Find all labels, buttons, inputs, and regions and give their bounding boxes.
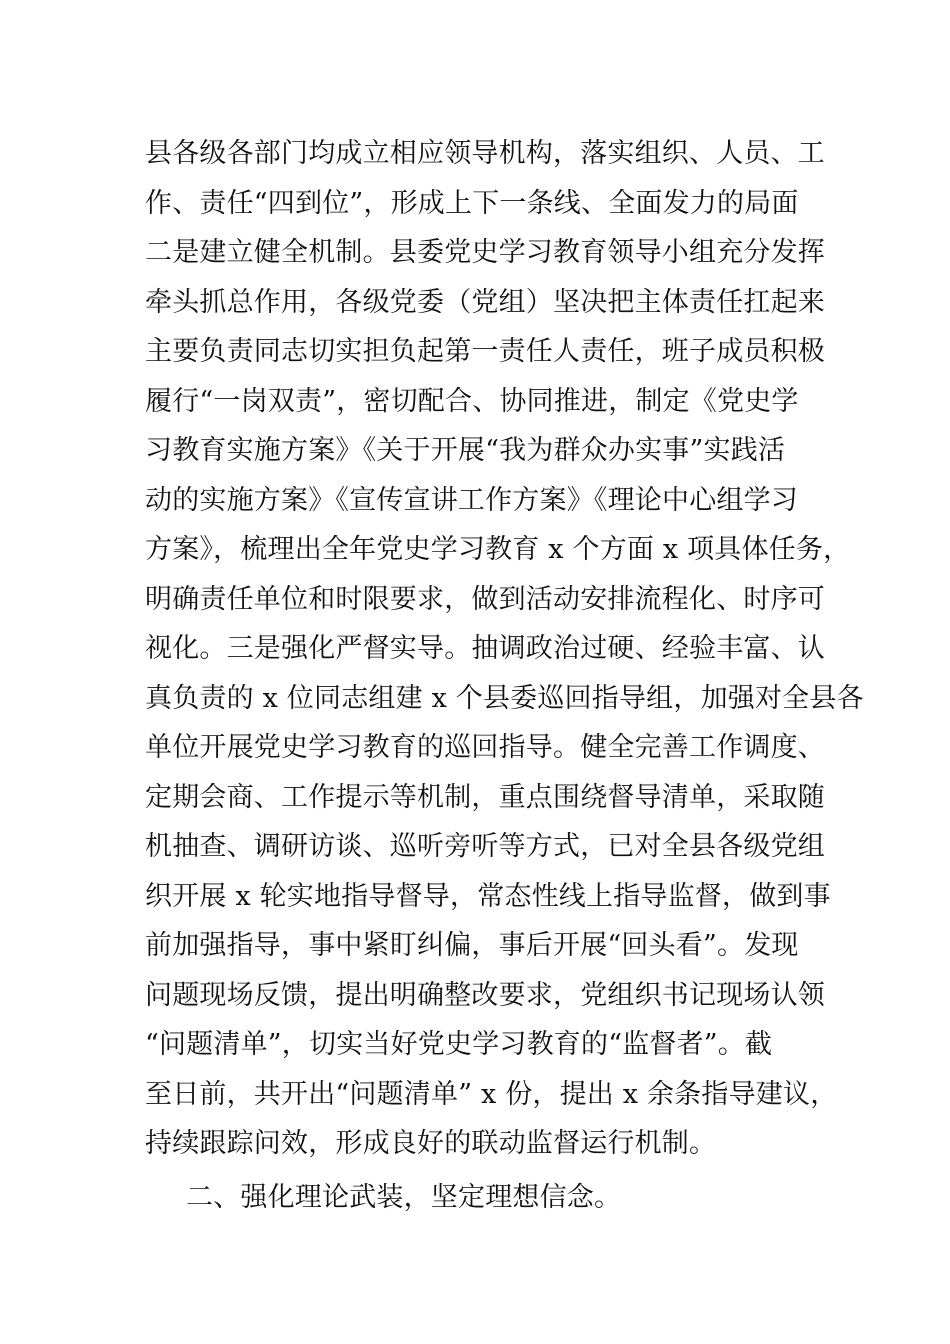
text-line: 县各级各部门均成立相应领导机构，落实组织、人员、工 (145, 138, 825, 169)
text-line: 方案》，梳理出全年党史学习教育 x 个方面 x 项具体任务， (145, 534, 851, 565)
text-line: 主要负责同志切实担负起第一责任人责任，班子成员积极 (145, 336, 825, 367)
text-line: 织开展 x 轮实地指导督导，常态性线上指导监督，做到事 (145, 880, 831, 912)
text-line: 作、责任“四到位”，形成上下一条线、全面发力的局面 (145, 187, 799, 219)
text-line: 真负责的 x 位同志组建 x 个县委巡回指导组，加强对全县各 (145, 682, 864, 714)
text-line: 单位开展党史学习教育的巡回指导。健全完善工作调度、 (145, 732, 825, 763)
text-line: 习教育实施方案》《关于开展“我为群众办实事”实践活 (145, 435, 786, 466)
text-line: 机抽查、调研访谈、巡听旁听等方式，已对全县各级党组 (145, 831, 825, 862)
text-line: 履行“一岗双责”，密切配合、协同推进，制定《党史学 (145, 385, 799, 417)
section-heading: 二、强化理论武装，坚定理想信念。 (186, 1182, 622, 1213)
text-line: “问题清单”，切实当好党史学习教育的“监督者”。截 (145, 1029, 773, 1060)
text-line: 视化。三是强化严督实导。抽调政治过硬、经验丰富、认 (145, 633, 825, 664)
text-line: 前加强指导，事中紧盯纠偏，事后开展“回头看”。发现 (145, 930, 799, 961)
text-line: 明确责任单位和时限要求，做到活动安排流程化、时序可 (145, 583, 825, 615)
text-line: 至日前，共开出“问题清单” x 份，提出 x 余条指导建议， (145, 1078, 838, 1110)
body-paragraph (145, 129, 864, 1169)
text-line: 定期会商、工作提示等机制，重点围绕督导清单，采取随 (145, 781, 825, 813)
text-line: 牵头抓总作用，各级党委（党组）坚决把主体责任扛起来 (145, 286, 825, 318)
text-line: 动的实施方案》《宣传宣讲工作方案》《理论中心组学习 (145, 484, 798, 516)
text-line: 持续跟踪问效，形成良好的联动监督运行机制。 (145, 1128, 717, 1159)
text-line: 二是建立健全机制。县委党史学习教育领导小组充分发挥 (145, 237, 825, 268)
text-line: 问题现场反馈，提出明确整改要求，党组织书记现场认领 (145, 979, 825, 1011)
